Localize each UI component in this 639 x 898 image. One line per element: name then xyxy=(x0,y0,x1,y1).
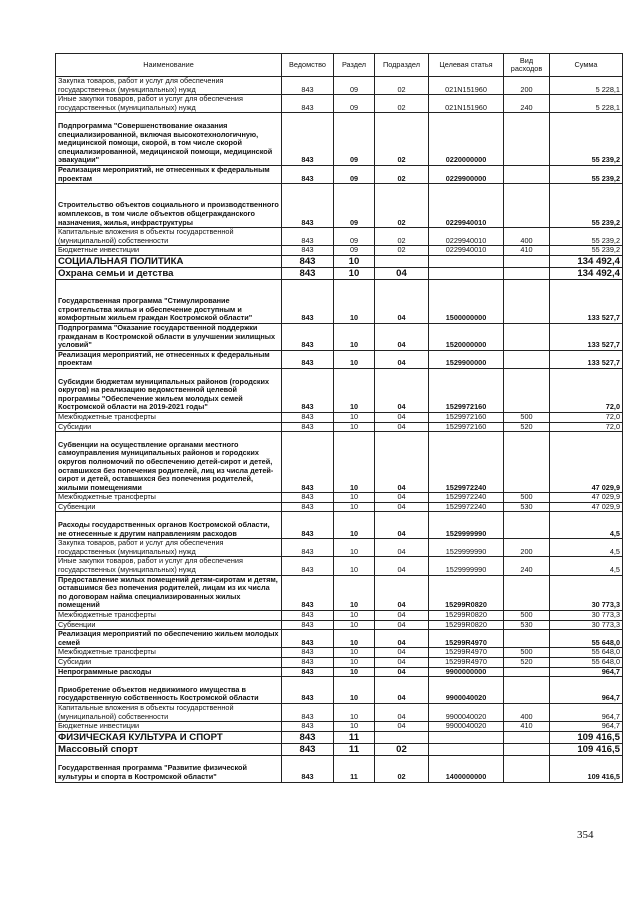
table-row xyxy=(56,228,623,246)
cell-razdel: 10 xyxy=(334,677,375,704)
cell-podrazdel: 04 xyxy=(375,704,429,722)
cell-razdel: 11 xyxy=(334,743,375,755)
cell-celevaya-statya: 0229940010 xyxy=(429,228,504,246)
cell-celevaya-statya: 1529972160 xyxy=(429,422,504,432)
cell-vedomstvo: 843 xyxy=(282,658,334,668)
cell-summa: 55 648,0 xyxy=(550,648,623,658)
cell-razdel: 11 xyxy=(334,755,375,782)
table-row xyxy=(56,95,623,113)
table-row xyxy=(56,368,623,412)
cell-celevaya-statya: 9900000000 xyxy=(429,667,504,677)
cell-name: Иные закупки товаров, работ и услуг для обеспечения государственных (муниципальных) нужд xyxy=(56,95,282,113)
cell-razdel: 10 xyxy=(334,422,375,432)
cell-vid-raskhodov xyxy=(504,267,550,279)
cell-celevaya-statya: 1529999990 xyxy=(429,512,504,539)
cell-summa: 109 416,5 xyxy=(550,731,623,743)
cell-podrazdel xyxy=(375,731,429,743)
cell-podrazdel: 02 xyxy=(375,743,429,755)
cell-vid-raskhodov: 500 xyxy=(504,611,550,621)
table-row xyxy=(56,704,623,722)
cell-name: Субвенции на осуществление органами местного самоуправления муниципальных районов и городских округов полномочий по обеспечению детей-сирот и детей, оставшихся без попечения родителей, лиц из числа детей-сирот и детей, оставшихся без попечения родителей, жилыми помещениями xyxy=(56,432,282,493)
cell-name: Межбюджетные трансферты xyxy=(56,412,282,422)
cell-celevaya-statya: 1500000000 xyxy=(429,279,504,323)
cell-podrazdel: 04 xyxy=(375,493,429,503)
cell-summa: 47 029,9 xyxy=(550,502,623,512)
cell-razdel: 10 xyxy=(334,502,375,512)
cell-summa: 134 492,4 xyxy=(550,255,623,267)
cell-celevaya-statya: 0229900000 xyxy=(429,165,504,183)
cell-celevaya-statya: 1529972240 xyxy=(429,502,504,512)
cell-vid-raskhodov: 410 xyxy=(504,722,550,732)
table-row xyxy=(56,113,623,166)
cell-vid-raskhodov xyxy=(504,279,550,323)
cell-podrazdel: 04 xyxy=(375,368,429,412)
cell-vedomstvo: 843 xyxy=(282,512,334,539)
cell-vid-raskhodov: 530 xyxy=(504,620,550,630)
cell-vedomstvo: 843 xyxy=(282,722,334,732)
cell-celevaya-statya: 15299R4970 xyxy=(429,658,504,668)
cell-summa: 55 239,2 xyxy=(550,165,623,183)
cell-podrazdel: 04 xyxy=(375,502,429,512)
cell-name: Подпрограмма "Оказание государственной поддержки гражданам в Костромской области в улучшении жилищных условий" xyxy=(56,323,282,350)
table-row xyxy=(56,648,623,658)
cell-razdel: 10 xyxy=(334,412,375,422)
cell-celevaya-statya: 1529999990 xyxy=(429,539,504,557)
cell-podrazdel: 04 xyxy=(375,412,429,422)
table-row xyxy=(56,184,623,228)
cell-summa: 55 239,2 xyxy=(550,184,623,228)
cell-summa: 109 416,5 xyxy=(550,755,623,782)
cell-name: Массовый спорт xyxy=(56,743,282,755)
header-vid-raskhodov: Вид расходов xyxy=(504,54,550,77)
cell-vid-raskhodov xyxy=(504,350,550,368)
cell-celevaya-statya: 9900040020 xyxy=(429,704,504,722)
cell-summa: 72,0 xyxy=(550,368,623,412)
cell-summa: 133 527,7 xyxy=(550,323,623,350)
cell-name: Иные закупки товаров, работ и услуг для обеспечения государственных (муниципальных) нужд xyxy=(56,557,282,575)
cell-podrazdel xyxy=(375,255,429,267)
cell-podrazdel: 04 xyxy=(375,658,429,668)
cell-razdel: 09 xyxy=(334,165,375,183)
cell-razdel: 10 xyxy=(334,557,375,575)
cell-vedomstvo: 843 xyxy=(282,184,334,228)
cell-vid-raskhodov xyxy=(504,677,550,704)
table-row xyxy=(56,731,623,743)
cell-name: Капитальные вложения в объекты государственной (муниципальной) собственности xyxy=(56,704,282,722)
cell-vid-raskhodov: 530 xyxy=(504,502,550,512)
cell-vid-raskhodov: 400 xyxy=(504,228,550,246)
cell-podrazdel: 04 xyxy=(375,630,429,648)
cell-razdel: 10 xyxy=(334,267,375,279)
cell-celevaya-statya: 15299R4970 xyxy=(429,630,504,648)
cell-razdel: 10 xyxy=(334,722,375,732)
cell-name: Непрограммные расходы xyxy=(56,667,282,677)
cell-razdel: 10 xyxy=(334,512,375,539)
table-row xyxy=(56,422,623,432)
table-row xyxy=(56,722,623,732)
cell-vid-raskhodov xyxy=(504,113,550,166)
cell-vid-raskhodov: 240 xyxy=(504,95,550,113)
cell-vedomstvo: 843 xyxy=(282,279,334,323)
cell-name: Межбюджетные трансферты xyxy=(56,648,282,658)
cell-vedomstvo: 843 xyxy=(282,630,334,648)
cell-summa: 5 228,1 xyxy=(550,95,623,113)
cell-vedomstvo: 843 xyxy=(282,323,334,350)
cell-summa: 30 773,3 xyxy=(550,575,623,610)
cell-vid-raskhodov xyxy=(504,667,550,677)
budget-sheet xyxy=(55,53,622,783)
cell-vedomstvo: 843 xyxy=(282,113,334,166)
cell-razdel: 10 xyxy=(334,575,375,610)
table-row xyxy=(56,279,623,323)
table-row xyxy=(56,323,623,350)
cell-celevaya-statya: 15299R0820 xyxy=(429,620,504,630)
cell-podrazdel: 02 xyxy=(375,246,429,256)
header-name: Наименование xyxy=(56,54,282,77)
cell-celevaya-statya: 15299R0820 xyxy=(429,575,504,610)
cell-vedomstvo: 843 xyxy=(282,539,334,557)
cell-name: Подпрограмма "Совершенствование оказания специализированной, включая высокотехнологичную, медицинской помощи, скорой, в том числе скорой специализированной, медицинской помощи, медицинской эвакуации" xyxy=(56,113,282,166)
table-body xyxy=(56,77,623,783)
cell-podrazdel: 04 xyxy=(375,323,429,350)
cell-vid-raskhodov: 500 xyxy=(504,648,550,658)
cell-vedomstvo: 843 xyxy=(282,493,334,503)
cell-vedomstvo: 843 xyxy=(282,77,334,95)
cell-summa: 30 773,3 xyxy=(550,611,623,621)
header-summa: Сумма xyxy=(550,54,623,77)
cell-razdel: 09 xyxy=(334,95,375,113)
cell-name: Межбюджетные трансферты xyxy=(56,493,282,503)
cell-name: Субсидии бюджетам муниципальных районов (городских округов) на реализацию ведомственной целевой программы "Обеспечение жильем молодых семей Костромской области на 2019-2021 годы" xyxy=(56,368,282,412)
cell-vid-raskhodov xyxy=(504,743,550,755)
table-row xyxy=(56,412,623,422)
cell-name: Капитальные вложения в объекты государственной (муниципальной) собственности xyxy=(56,228,282,246)
cell-vid-raskhodov xyxy=(504,575,550,610)
budget-table xyxy=(55,53,623,783)
table-row xyxy=(56,165,623,183)
table-row xyxy=(56,611,623,621)
cell-vid-raskhodov xyxy=(504,731,550,743)
cell-vedomstvo: 843 xyxy=(282,432,334,493)
cell-razdel: 10 xyxy=(334,255,375,267)
header-podrazdel: Подраздел xyxy=(375,54,429,77)
cell-summa: 72,0 xyxy=(550,422,623,432)
cell-summa: 109 416,5 xyxy=(550,743,623,755)
cell-podrazdel: 04 xyxy=(375,611,429,621)
cell-razdel: 10 xyxy=(334,620,375,630)
cell-summa: 47 029,9 xyxy=(550,493,623,503)
cell-vedomstvo: 843 xyxy=(282,412,334,422)
cell-vid-raskhodov xyxy=(504,184,550,228)
cell-summa: 964,7 xyxy=(550,722,623,732)
cell-podrazdel: 04 xyxy=(375,512,429,539)
cell-razdel: 10 xyxy=(334,658,375,668)
cell-vid-raskhodov: 200 xyxy=(504,539,550,557)
cell-celevaya-statya xyxy=(429,255,504,267)
cell-podrazdel: 02 xyxy=(375,77,429,95)
cell-vid-raskhodov: 520 xyxy=(504,422,550,432)
table-row xyxy=(56,667,623,677)
cell-vedomstvo: 843 xyxy=(282,704,334,722)
cell-vedomstvo: 843 xyxy=(282,350,334,368)
cell-summa: 72,0 xyxy=(550,412,623,422)
cell-summa: 30 773,3 xyxy=(550,620,623,630)
cell-podrazdel: 04 xyxy=(375,722,429,732)
cell-vedomstvo: 843 xyxy=(282,422,334,432)
cell-vid-raskhodov: 400 xyxy=(504,704,550,722)
cell-podrazdel: 04 xyxy=(375,539,429,557)
cell-summa: 4,5 xyxy=(550,539,623,557)
cell-summa: 55 648,0 xyxy=(550,658,623,668)
cell-name: Расходы государственных органов Костромской области, не отнесенные к другим направлениям расходов xyxy=(56,512,282,539)
cell-vedomstvo: 843 xyxy=(282,165,334,183)
table-row xyxy=(56,575,623,610)
table-row xyxy=(56,743,623,755)
cell-name: Строительство объектов социального и производственного комплексов, в том числе объектов общегражданского назначения, жилья, инфраструктуры xyxy=(56,184,282,228)
cell-celevaya-statya: 0229940010 xyxy=(429,184,504,228)
cell-celevaya-statya: 1529900000 xyxy=(429,350,504,368)
cell-summa: 55 648,0 xyxy=(550,630,623,648)
cell-name: Приобретение объектов недвижимого имущества в государственную собственность Костромской области xyxy=(56,677,282,704)
cell-vid-raskhodov xyxy=(504,755,550,782)
cell-razdel: 10 xyxy=(334,539,375,557)
cell-celevaya-statya: 15299R0820 xyxy=(429,611,504,621)
table-header-row xyxy=(56,54,623,77)
cell-razdel: 10 xyxy=(334,648,375,658)
cell-celevaya-statya: 1529972240 xyxy=(429,493,504,503)
cell-vid-raskhodov xyxy=(504,165,550,183)
cell-summa: 4,5 xyxy=(550,512,623,539)
header-celevaya-statya: Целевая статья xyxy=(429,54,504,77)
cell-razdel: 09 xyxy=(334,113,375,166)
cell-podrazdel: 04 xyxy=(375,667,429,677)
cell-vid-raskhodov xyxy=(504,255,550,267)
cell-razdel: 10 xyxy=(334,350,375,368)
cell-vedomstvo: 843 xyxy=(282,755,334,782)
cell-celevaya-statya: 9900040020 xyxy=(429,722,504,732)
cell-summa: 964,7 xyxy=(550,667,623,677)
table-row xyxy=(56,255,623,267)
cell-podrazdel: 02 xyxy=(375,755,429,782)
cell-summa: 47 029,9 xyxy=(550,432,623,493)
cell-razdel: 10 xyxy=(334,667,375,677)
cell-podrazdel: 04 xyxy=(375,648,429,658)
cell-celevaya-statya: 1529972240 xyxy=(429,432,504,493)
cell-vid-raskhodov xyxy=(504,323,550,350)
cell-celevaya-statya: 021N151960 xyxy=(429,95,504,113)
cell-podrazdel: 02 xyxy=(375,95,429,113)
cell-vid-raskhodov xyxy=(504,512,550,539)
cell-vedomstvo: 843 xyxy=(282,557,334,575)
cell-vedomstvo: 843 xyxy=(282,228,334,246)
cell-name: Бюджетные инвестиции xyxy=(56,246,282,256)
cell-summa: 5 228,1 xyxy=(550,77,623,95)
cell-vid-raskhodov: 200 xyxy=(504,77,550,95)
cell-summa: 133 527,7 xyxy=(550,350,623,368)
cell-podrazdel: 02 xyxy=(375,113,429,166)
cell-razdel: 10 xyxy=(334,279,375,323)
cell-celevaya-statya: 1529999990 xyxy=(429,557,504,575)
cell-name: Субсидии xyxy=(56,658,282,668)
table-row xyxy=(56,267,623,279)
cell-razdel: 10 xyxy=(334,323,375,350)
table-row xyxy=(56,539,623,557)
cell-vedomstvo: 843 xyxy=(282,677,334,704)
table-row xyxy=(56,350,623,368)
cell-celevaya-statya xyxy=(429,267,504,279)
table-row xyxy=(56,630,623,648)
table-row xyxy=(56,620,623,630)
cell-vedomstvo: 843 xyxy=(282,743,334,755)
cell-podrazdel: 04 xyxy=(375,620,429,630)
cell-name: Государственная программа "Стимулирование строительства жилья и обеспечение доступным и комфортным жильем граждан Костромской области" xyxy=(56,279,282,323)
table-row xyxy=(56,658,623,668)
cell-razdel: 09 xyxy=(334,246,375,256)
cell-podrazdel: 04 xyxy=(375,267,429,279)
cell-vedomstvo: 843 xyxy=(282,648,334,658)
cell-name: Реализация мероприятий, не отнесенных к федеральным проектам xyxy=(56,165,282,183)
cell-name: Бюджетные инвестиции xyxy=(56,722,282,732)
cell-celevaya-statya: 1400000000 xyxy=(429,755,504,782)
cell-name: Межбюджетные трансферты xyxy=(56,611,282,621)
cell-summa: 133 527,7 xyxy=(550,279,623,323)
cell-celevaya-statya xyxy=(429,731,504,743)
cell-name: Реализация мероприятий по обеспечению жильем молодых семей xyxy=(56,630,282,648)
table-row xyxy=(56,755,623,782)
cell-celevaya-statya: 1520000000 xyxy=(429,323,504,350)
cell-podrazdel: 04 xyxy=(375,422,429,432)
cell-vedomstvo: 843 xyxy=(282,267,334,279)
cell-razdel: 10 xyxy=(334,368,375,412)
table-row xyxy=(56,512,623,539)
cell-vid-raskhodov: 500 xyxy=(504,493,550,503)
cell-podrazdel: 02 xyxy=(375,165,429,183)
cell-celevaya-statya: 1529972160 xyxy=(429,368,504,412)
cell-summa: 964,7 xyxy=(550,677,623,704)
cell-name: Субсидии xyxy=(56,422,282,432)
cell-celevaya-statya: 15299R4970 xyxy=(429,648,504,658)
cell-vid-raskhodov: 240 xyxy=(504,557,550,575)
table-row xyxy=(56,557,623,575)
cell-podrazdel: 04 xyxy=(375,575,429,610)
cell-name: ФИЗИЧЕСКАЯ КУЛЬТУРА И СПОРТ xyxy=(56,731,282,743)
cell-vedomstvo: 843 xyxy=(282,255,334,267)
cell-razdel: 10 xyxy=(334,704,375,722)
table-row xyxy=(56,432,623,493)
cell-summa: 964,7 xyxy=(550,704,623,722)
cell-summa: 55 239,2 xyxy=(550,228,623,246)
cell-summa: 134 492,4 xyxy=(550,267,623,279)
cell-razdel: 09 xyxy=(334,184,375,228)
cell-name: Предоставление жилых помещений детям-сиротам и детям, оставшимся без попечения родителей, лицам из их числа по договорам найма специализированных жилых помещений xyxy=(56,575,282,610)
table-row xyxy=(56,502,623,512)
cell-podrazdel: 04 xyxy=(375,557,429,575)
cell-podrazdel: 02 xyxy=(375,228,429,246)
cell-vedomstvo: 843 xyxy=(282,502,334,512)
cell-vedomstvo: 843 xyxy=(282,95,334,113)
header-vedomstvo: Ведомство xyxy=(282,54,334,77)
page-number: 354 xyxy=(577,829,594,841)
cell-summa: 55 239,2 xyxy=(550,246,623,256)
cell-name: СОЦИАЛЬНАЯ ПОЛИТИКА xyxy=(56,255,282,267)
cell-summa: 4,5 xyxy=(550,557,623,575)
table-row xyxy=(56,493,623,503)
cell-vid-raskhodov xyxy=(504,630,550,648)
cell-celevaya-statya: 0229940010 xyxy=(429,246,504,256)
cell-summa: 55 239,2 xyxy=(550,113,623,166)
cell-vedomstvo: 843 xyxy=(282,575,334,610)
cell-podrazdel: 04 xyxy=(375,279,429,323)
cell-vedomstvo: 843 xyxy=(282,368,334,412)
cell-name: Закупка товаров, работ и услуг для обеспечения государственных (муниципальных) нужд xyxy=(56,77,282,95)
cell-vid-raskhodov: 500 xyxy=(504,412,550,422)
cell-name: Охрана семьи и детства xyxy=(56,267,282,279)
cell-celevaya-statya: 1529972160 xyxy=(429,412,504,422)
cell-razdel: 10 xyxy=(334,432,375,493)
cell-vedomstvo: 843 xyxy=(282,731,334,743)
cell-vid-raskhodov xyxy=(504,368,550,412)
cell-vedomstvo: 843 xyxy=(282,620,334,630)
cell-vid-raskhodov xyxy=(504,432,550,493)
cell-name: Субвенции xyxy=(56,620,282,630)
cell-vedomstvo: 843 xyxy=(282,246,334,256)
header-razdel: Раздел xyxy=(334,54,375,77)
cell-celevaya-statya: 9900040020 xyxy=(429,677,504,704)
cell-razdel: 09 xyxy=(334,77,375,95)
cell-name: Закупка товаров, работ и услуг для обеспечения государственных (муниципальных) нужд xyxy=(56,539,282,557)
cell-razdel: 09 xyxy=(334,228,375,246)
cell-podrazdel: 04 xyxy=(375,677,429,704)
cell-name: Реализация мероприятий, не отнесенных к федеральным проектам xyxy=(56,350,282,368)
cell-name: Субвенции xyxy=(56,502,282,512)
cell-razdel: 10 xyxy=(334,630,375,648)
cell-vid-raskhodov: 410 xyxy=(504,246,550,256)
cell-razdel: 10 xyxy=(334,611,375,621)
table-row xyxy=(56,246,623,256)
cell-vedomstvo: 843 xyxy=(282,611,334,621)
cell-razdel: 11 xyxy=(334,731,375,743)
cell-podrazdel: 04 xyxy=(375,350,429,368)
cell-vedomstvo: 843 xyxy=(282,667,334,677)
cell-celevaya-statya: 021N151960 xyxy=(429,77,504,95)
cell-celevaya-statya: 0220000000 xyxy=(429,113,504,166)
cell-podrazdel: 04 xyxy=(375,432,429,493)
cell-razdel: 10 xyxy=(334,493,375,503)
table-row xyxy=(56,77,623,95)
table-row xyxy=(56,677,623,704)
cell-celevaya-statya xyxy=(429,743,504,755)
cell-podrazdel: 02 xyxy=(375,184,429,228)
cell-name: Государственная программа "Развитие физической культуры и спорта в Костромской области" xyxy=(56,755,282,782)
cell-vid-raskhodov: 520 xyxy=(504,658,550,668)
